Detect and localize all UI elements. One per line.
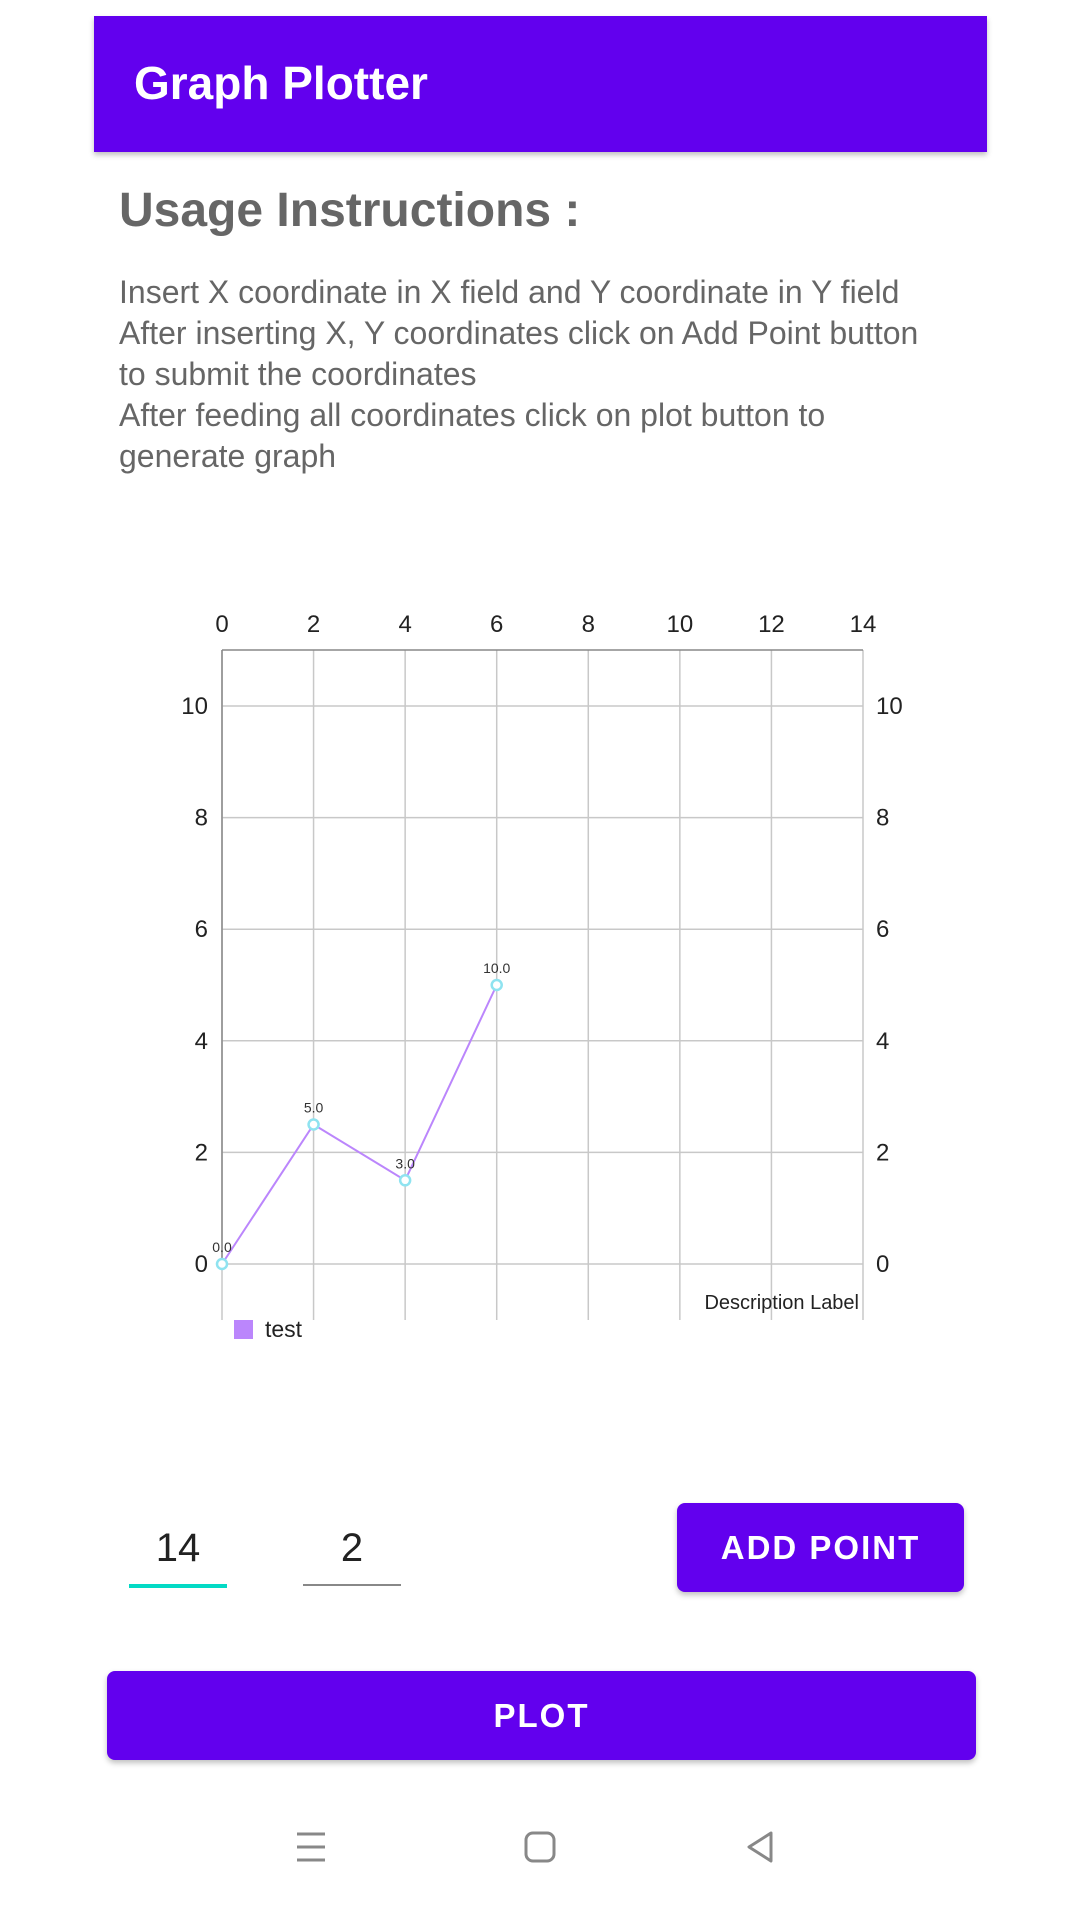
legend-label: test [265,1316,303,1342]
home-icon[interactable] [515,1822,565,1872]
x-tick-label: 10 [666,611,694,638]
data-point [400,1175,410,1185]
legend-swatch [234,1320,253,1339]
y-tick-label-left: 2 [194,1139,208,1167]
y-tick-label-right: 6 [876,916,890,944]
app-bar [94,16,987,152]
y-tick-label-left: 8 [194,804,208,832]
menu-icon[interactable] [286,1822,336,1872]
instruction-line: generate graph [119,438,337,474]
y-tick-label-right: 10 [876,693,903,720]
data-point [492,980,502,990]
add-point-button[interactable]: ADD POINT [677,1503,964,1592]
x-coordinate-input[interactable] [129,1512,227,1588]
x-tick-label: 2 [306,611,321,638]
plot-button[interactable]: PLOT [107,1671,976,1760]
instruction-line: Insert X coordinate in X field and Y coordinate in Y field [119,274,900,310]
data-label: 3.0 [395,1155,415,1172]
x-tick-label: 0 [215,611,229,638]
instructions-text [119,272,999,477]
y-tick-label-right: 2 [876,1139,890,1167]
x-tick-label: 12 [758,611,785,638]
description-label: Description Label [704,1292,859,1314]
y-tick-label-right: 0 [876,1251,890,1278]
instruction-line: After feeding all coordinates click on plot button to [119,397,826,433]
instruction-line: to submit the coordinates [119,356,477,392]
data-label: 5.0 [303,1099,324,1116]
y-coordinate-input[interactable] [303,1512,401,1586]
x-tick-label: 8 [581,611,595,638]
series-line [222,985,497,1264]
y-tick-label-left: 4 [194,1027,208,1055]
y-tick-label-right: 8 [876,804,890,832]
x-tick-label: 6 [490,611,504,638]
instruction-line: After inserting X, Y coordinates click on Add Point button [119,315,919,351]
data-point [309,1120,319,1130]
y-tick-label-left: 6 [194,916,208,944]
x-tick-label: 4 [398,611,412,638]
chart-legend [234,1316,302,1343]
app-title: Graph Plotter [134,57,428,109]
data-point [217,1259,227,1269]
y-tick-label-right: 4 [876,1027,890,1055]
x-tick-label: 14 [849,611,877,638]
data-label: 10.0 [483,960,511,976]
system-nav-bar [0,1810,1080,1890]
instructions-heading: Usage Instructions : [119,184,581,237]
back-icon[interactable] [735,1822,785,1872]
data-label: 0.0 [212,1239,232,1255]
y-tick-label-left: 0 [194,1251,208,1278]
y-tick-label-left: 10 [181,693,208,720]
